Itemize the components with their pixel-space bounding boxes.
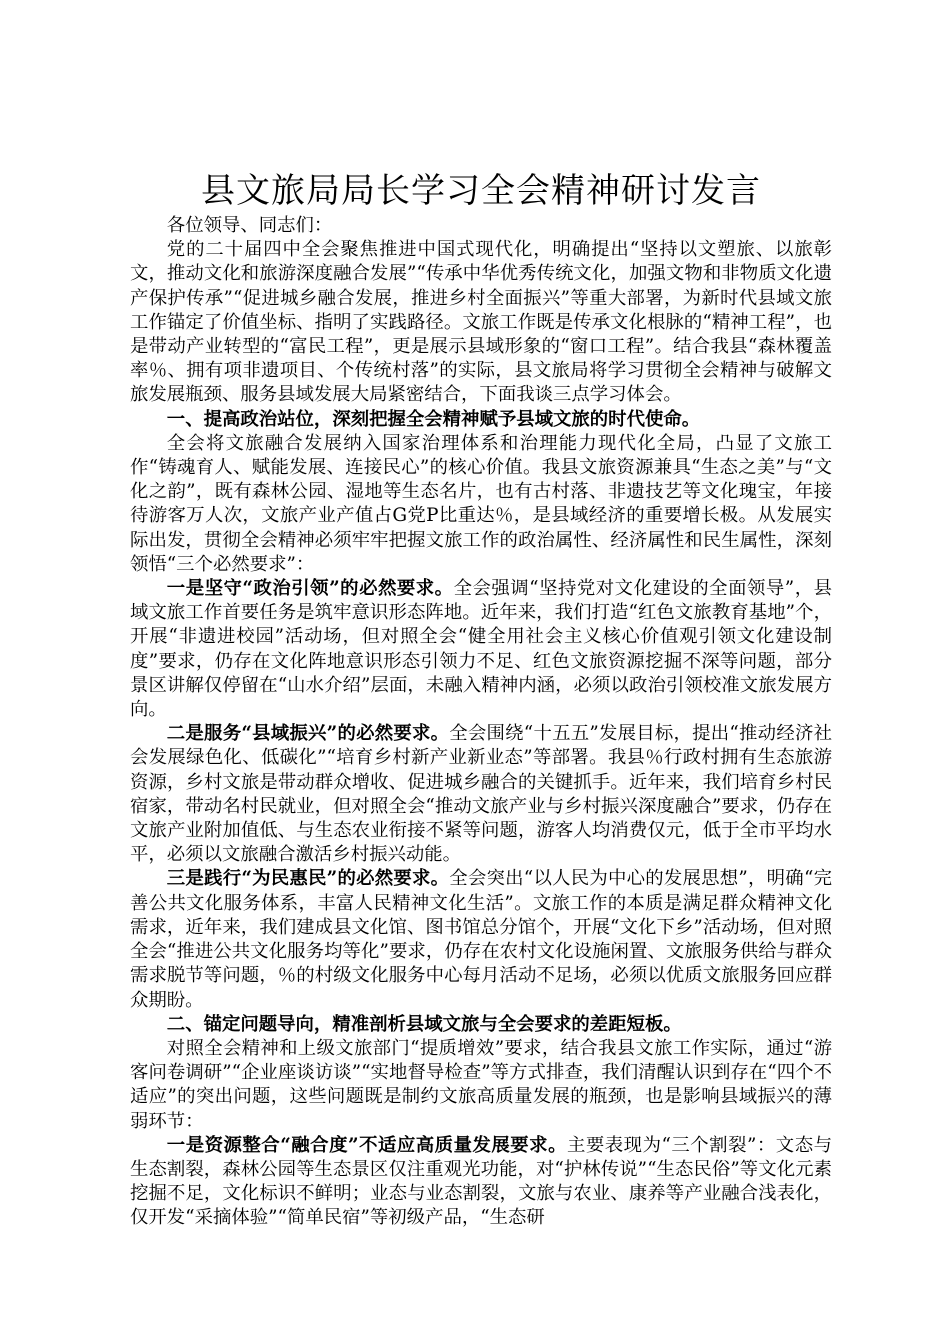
paragraph-lead: 三是践行“为民惠民”的必然要求。 [166,868,450,890]
paragraph-lead: 一是坚守“政治引领”的必然要求。 [166,578,454,600]
paragraph-lead: 二是服务“县域振兴”的必然要求。 [166,723,450,745]
paragraph-lead: 一是资源整合“融合度”不适应高质量发展要求。 [166,1134,567,1156]
paragraph-text: 全会围绕“十五五”发展目标，提出“推动经济社会发展绿色化、低碳化”“培育乡村新产业新业态”等部署。我县％行政村拥有生态旅游资源，乡村文旅是带动群众增收、促进城乡融合的关键抓手。近年来，我们培育乡村民宿家，带动名村民就业，但对照全会“推动文旅产业与乡村振兴深度融合”要求，仍存在文旅产业附加值低、与生态农业衔接不紧等问题，游客人均消费仅元，低于全市平均水平，必须以文旅融合激活乡村振兴动能。 [130,723,832,866]
paragraph-section2-intro: 对照全会精神和上级文旅部门“提质增效”要求，结合我县文旅工作实际，通过“游客问卷调研”“企业座谈访谈”“实地督导检查”等方式排查，我们清醒认识到存在“四个不适应”的突出问题，这些问题既是制约文旅高质量发展的瓶颈，也是影响县域振兴的薄弱环节： [130,1037,832,1132]
salutation: 各位领导、同志们： [166,215,333,236]
paragraph-text: 全会强调“坚持党对文化建设的全面领导”，县域文旅工作首要任务是筑牢意识形态阵地。近年来，我们打造“红色文旅教育基地”个，开展“非遗进校园”活动场，但对照全会“健全用社会主义核心价值观引领文化建设制度”要求，仍存在文化阵地意识形态引领力不足、红色文旅资源挖掘不深等问题，部分景区讲解仅停留在“山水介绍”层面，未融入精神内涵，必须以政治引领校准文旅发展方向。 [130,578,832,721]
section-heading-1: 一、提高政治站位，深刻把握全会精神赋予县域文旅的时代使命。 [166,408,701,430]
paragraph-resource-integration [130,1134,832,1231]
paragraph-text: 全会突出“以人民为中心的发展思想”，明确“完善公共文化服务体系，丰富人民精神文化生活”。文旅工作的本质是满足群众精神文化需求，近年来，我们建成县文化馆、图书馆总分馆个，开展“文化下乡”活动场，但对照全会“推进公共文化服务均等化”要求，仍存在农村文化设施闲置、文旅服务供给与群众需求脱节等问题，％的村级文化服务中心每月活动不足场，必须以优质文旅服务回应群众期盼。 [130,868,832,1011]
document-title: 县文旅局局长学习全会精神研讨发言 [201,171,761,211]
paragraph-county-revitalization [130,722,832,867]
document-body [130,214,832,1231]
section-heading-2: 二、锚定问题导向，精准剖析县域文旅与全会要求的差距短板。 [166,1013,682,1035]
paragraph-political-guidance [130,577,832,722]
paragraph-section1-intro: 全会将文旅融合发展纳入国家治理体系和治理能力现代化全局，凸显了文旅工作“铸魂育人、赋能发展、连接民心”的核心价值。我县文旅资源兼具“生态之美”与“文化之韵”，既有森林公园、湿地等生态名片，也有古村落、非遗技艺等文化瑰宝，年接待游客万人次，文旅产业产值占G党P比重达％，是县域经济的重要增长极。从发展实际出发，贯彻全会精神必须牢牢把握文旅工作的政治属性、经济属性和民生属性，深刻领悟“三个必然要求”： [130,432,832,575]
paragraph-benefit-people [130,867,832,1012]
paragraph-intro: 党的二十届四中全会聚焦推进中国式现代化，明确提出“坚持以文塑旅、以旅彰文，推动文化和旅游深度融合发展”“传承中华优秀传统文化，加强文物和非物质文化遗产保护传承”“促进城乡融合发展，推进乡村全面振兴”等重大部署，为新时代县域文旅工作锚定了价值坐标、指明了实践路径。文旅工作既是传承文化根脉的“精神工程”，也是带动产业转型的“富民工程”，更是展示县域形象的“窗口工程”。结合我县“森林覆盖率％、拥有项非遗项目、个传统村落”的实际，县文旅局将学习贯彻全会精神与破解文旅发展瓶颈、服务县域发展大局紧密结合，下面我谈三点学习体会。 [130,239,832,406]
paragraph-text: 主要表现为“三个割裂”：文态与生态割裂，森林公园等生态景区仅注重观光功能，对“护林传说”“生态民俗”等文化元素挖掘不足，文化标识不鲜明；业态与业态割裂，文旅与农业、康养等产业融合浅表化，仅开发“采摘体验”“简单民宿”等初级产品，“生态研 [130,1134,832,1229]
